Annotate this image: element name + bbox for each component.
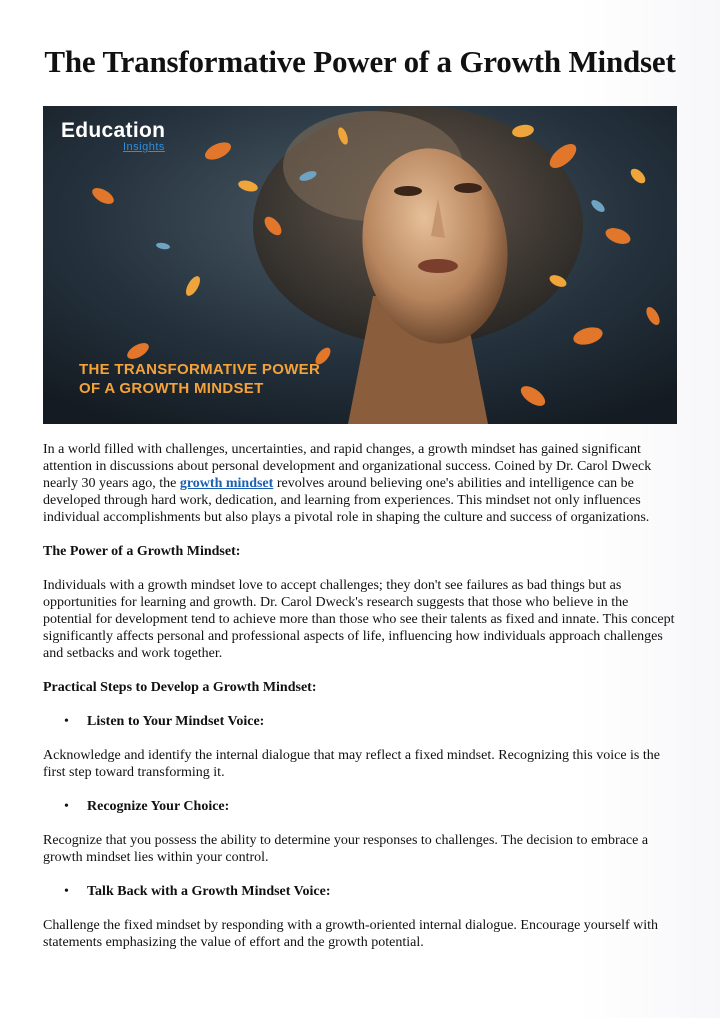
step-title: Listen to Your Mindset Voice:	[87, 714, 265, 729]
bullet-icon: •	[64, 884, 69, 899]
hero-image	[43, 106, 677, 424]
hero-logo-subtext: Insights	[123, 141, 165, 153]
section-heading-practical-steps: Practical Steps to Develop a Growth Mindset:	[43, 680, 317, 695]
step-title: Talk Back with a Growth Mindset Voice:	[87, 884, 331, 899]
article-body	[43, 441, 677, 968]
step-description: Challenge the fixed mindset by responding with a growth-oriented internal dialogue. Encourage yourself with statements emphasizing the value of effort and the growth potential.	[43, 918, 659, 950]
hero-caption-line1: THE TRANSFORMATIVE POWER	[79, 361, 321, 378]
list-item	[43, 798, 677, 815]
section-paragraph-power: Individuals with a growth mindset love to accept challenges; they don't see failures as bad things but as opportunities for learning and growth. Dr. Carol Dweck's research suggests that those who believe in the potential for development tend to achieve more than those who see their talents as fixed and innate. This concept significantly affects personal and professional aspects of life, influencing how individuals approach challenges and setbacks and work together.	[43, 578, 675, 661]
bullet-icon: •	[64, 714, 69, 729]
page-title: The Transformative Power of a Growth Mindset	[44, 44, 676, 79]
step-title: Recognize Your Choice:	[87, 799, 230, 814]
intro-paragraph	[43, 441, 677, 526]
list-item	[43, 883, 677, 900]
bullet-icon: •	[64, 799, 69, 814]
intro-text-end: revolves around believing one's abilities and intelligence can be developed through hard work, dedication, and learning from experiences. This mindset not only influences individual accomplishments but also plays a pivotal role in shaping the culture and success of organizations.	[43, 476, 650, 525]
step-description: Acknowledge and identify the internal dialogue that may reflect a fixed mindset. Recognizing this voice is the first step toward transforming it.	[43, 748, 660, 780]
step-description: Recognize that you possess the ability to determine your responses to challenges. The decision to embrace a growth mindset lies within your control.	[43, 833, 649, 865]
intro-text-start: In a world filled with challenges, uncertainties, and rapid changes, a growth mindset has gained significant attention in discussions about personal development and organizational success. Coined by Dr. Carol Dweck nearly 30 years ago, the	[43, 442, 652, 491]
section-heading-power: The Power of a Growth Mindset:	[43, 544, 241, 559]
growth-mindset-link[interactable]: growth mindset	[179, 476, 274, 491]
hero-logo-text: Education	[61, 119, 166, 142]
hero-caption	[79, 360, 320, 398]
hero-caption-line2: OF A GROWTH MINDSET	[79, 380, 264, 397]
list-item	[43, 713, 677, 730]
